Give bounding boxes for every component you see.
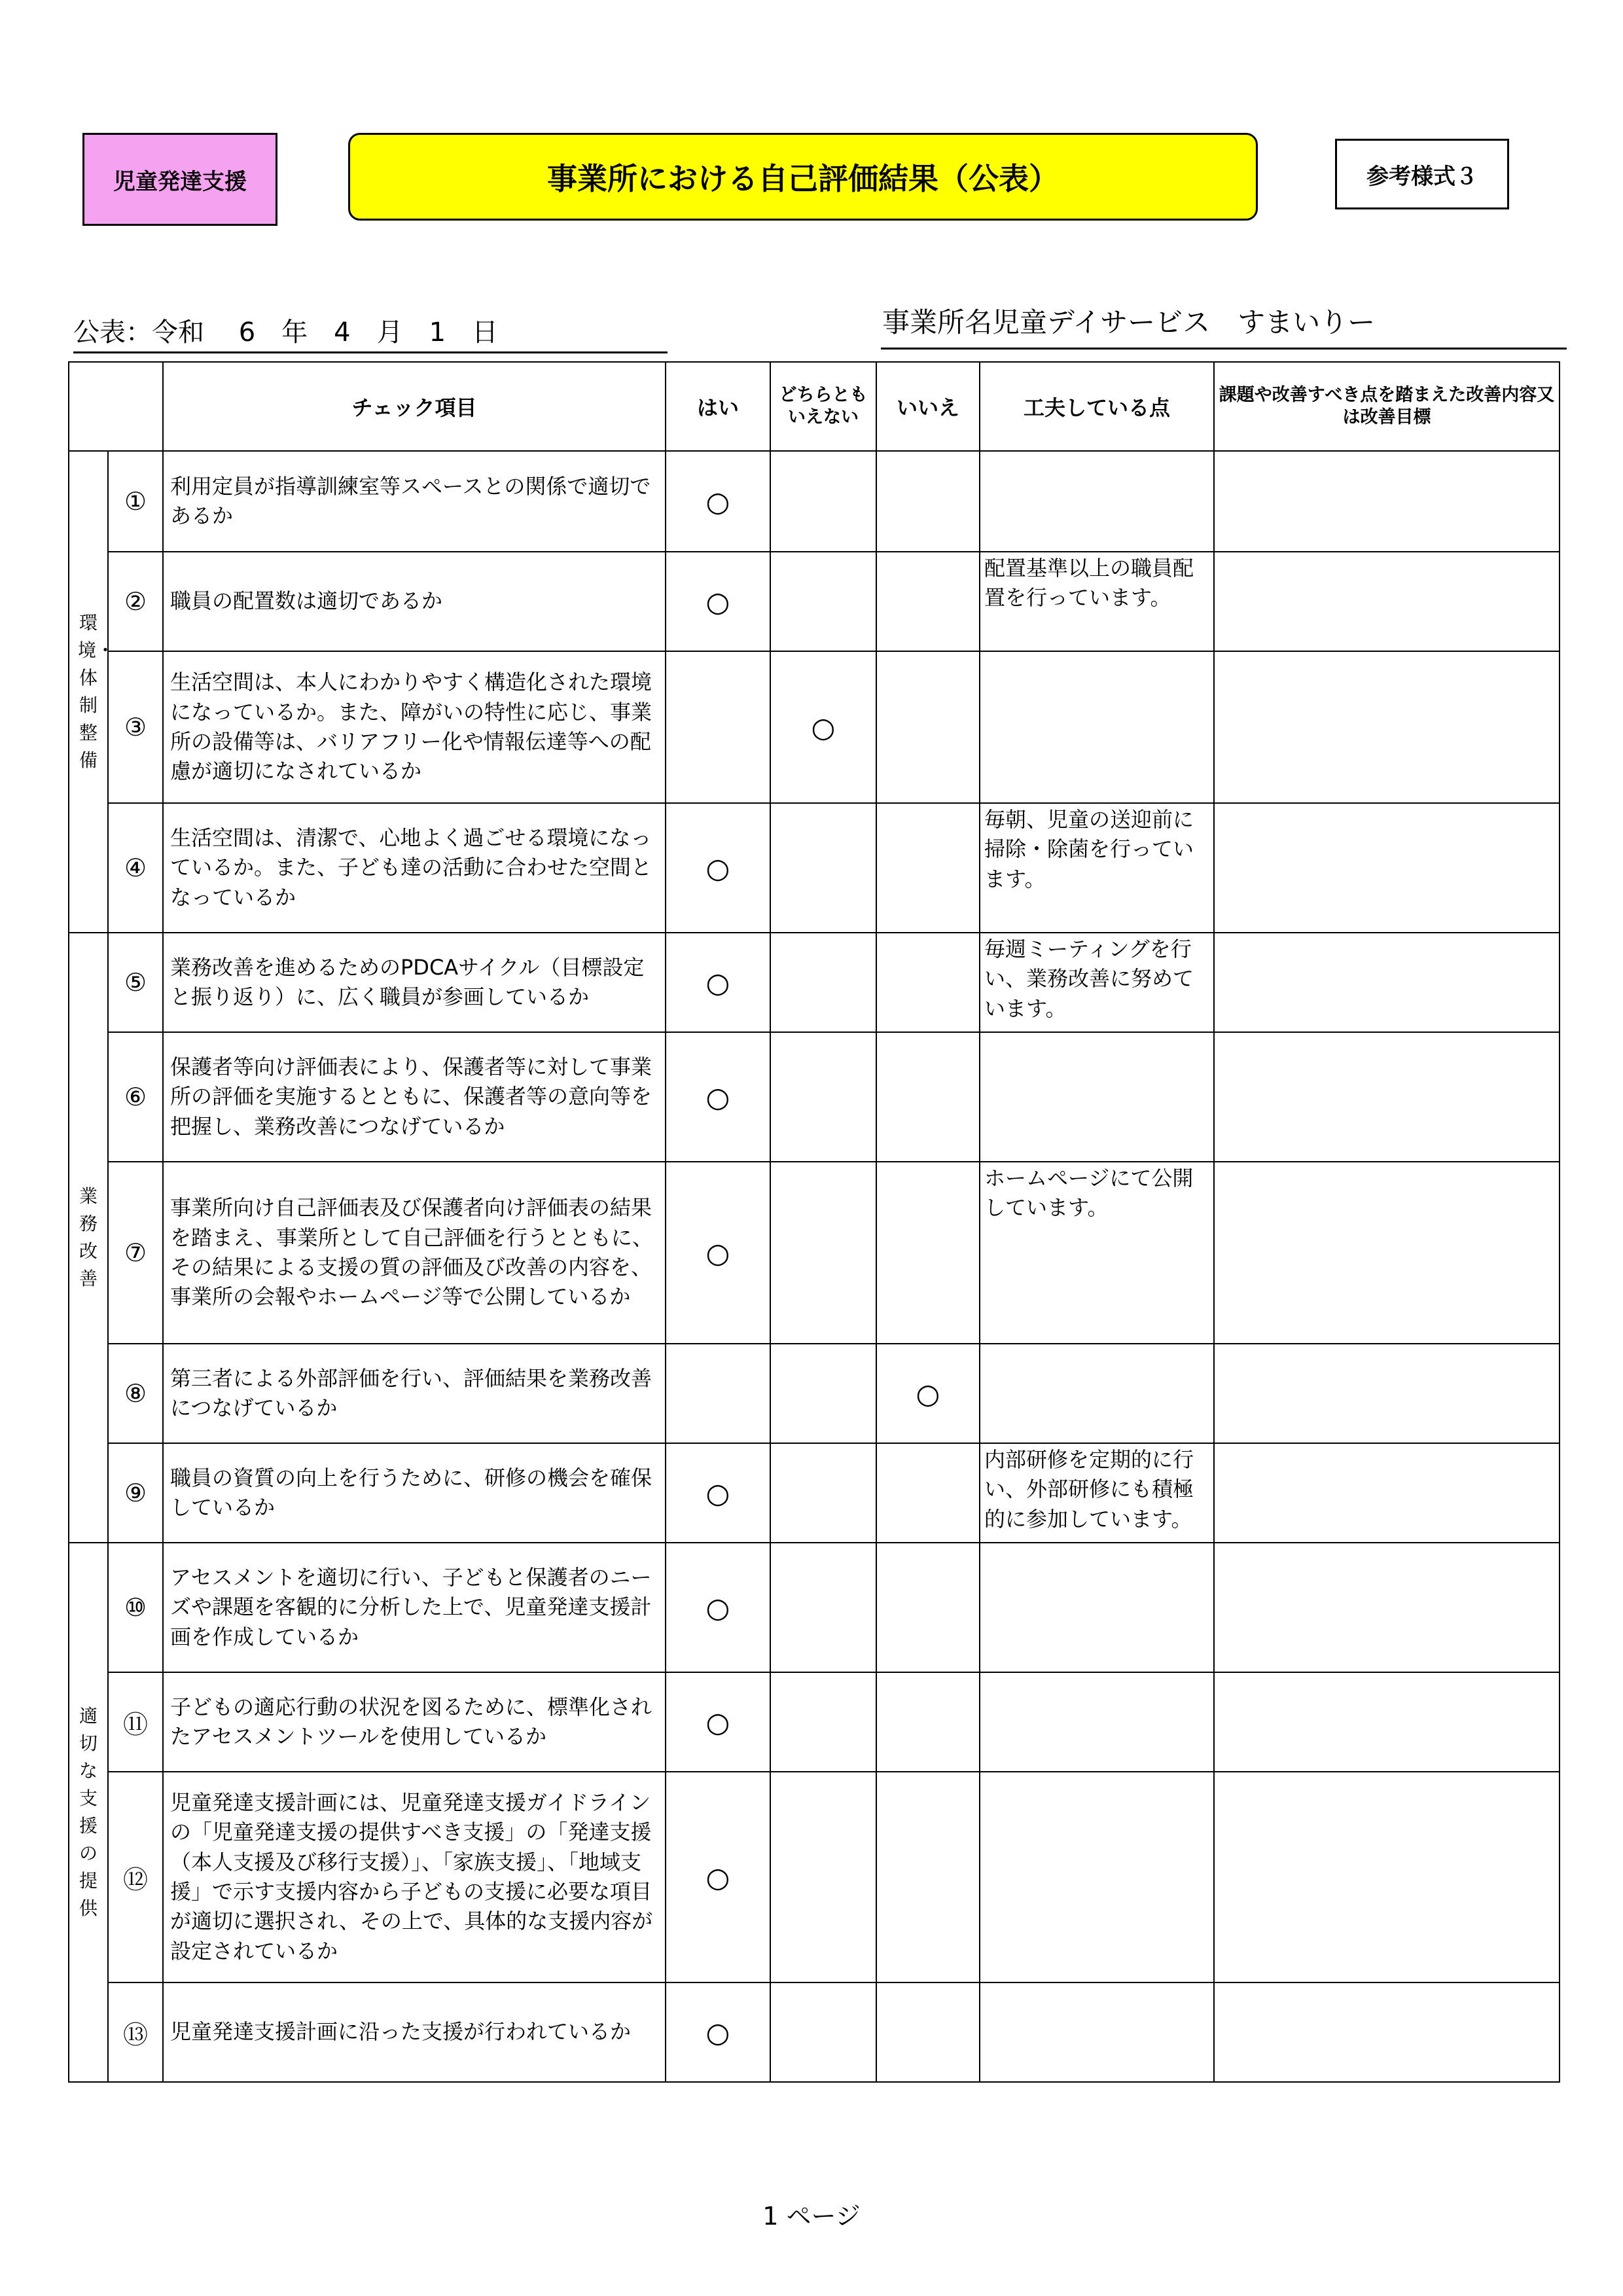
check-item-text: 職員の資質の向上を行うために、研修の機会を確保しているか — [163, 1443, 666, 1543]
facility-name: 児童デイサービス すまいりー — [992, 306, 1376, 338]
efforts-note — [980, 1672, 1214, 1772]
table-header-row — [69, 362, 1560, 451]
answer-no-mark — [876, 933, 980, 1032]
improvements-note — [1214, 451, 1560, 552]
answer-yes-mark: ○ — [666, 1032, 770, 1162]
answer-no-mark — [876, 1672, 980, 1772]
improvements-note — [1214, 1982, 1560, 2082]
answer-neutral-mark — [770, 933, 876, 1032]
improvements-note — [1214, 1772, 1560, 1982]
answer-neutral-mark — [770, 1672, 876, 1772]
item-number: ④ — [108, 803, 163, 933]
answer-yes-mark — [666, 1344, 770, 1443]
check-item-text: 利用定員が指導訓練室等スペースとの関係で適切であるか — [163, 451, 666, 552]
table-row — [69, 933, 1560, 1032]
answer-neutral-mark — [770, 1162, 876, 1344]
check-item-text: 職員の配置数は適切であるか — [163, 552, 666, 651]
category-label: 適切な支援の提供 — [79, 1705, 98, 1919]
answer-neutral-mark — [770, 1344, 876, 1443]
check-item-text: 児童発達支援計画には、児童発達支援ガイドラインの「児童発達支援の提供すべき支援」の「発達支援（本人支援及び移行支援）」、「家族支援」、「地域支援」で示す支援内容から子どもの支援に必要な項目が適切に選択され、その上で、具体的な支援内容が設定されているか — [163, 1772, 666, 1982]
publication-date: 公表：令和 6 年 4 月 1 日 — [73, 317, 668, 353]
efforts-note — [980, 651, 1214, 803]
efforts-note — [980, 1543, 1214, 1672]
table-row — [69, 1772, 1560, 1982]
improvements-note — [1214, 552, 1560, 651]
table-row — [69, 1672, 1560, 1772]
efforts-note: ホームページにて公開しています。 — [980, 1162, 1214, 1344]
page-number: 1 ページ — [762, 2202, 861, 2231]
facility-label: 事業所名 — [882, 306, 993, 338]
table-row — [69, 803, 1560, 933]
check-item-text: 保護者等向け評価表により、保護者等に対して事業所の評価を実施するとともに、保護者等の意向等を把握し、業務改善につなげているか — [163, 1032, 666, 1162]
category-label: 業務改善 — [79, 1185, 98, 1289]
efforts-note: 毎朝、児童の送迎前に掃除・除菌を行っています。 — [980, 803, 1214, 933]
improvements-note — [1214, 1672, 1560, 1772]
answer-no-mark — [876, 1982, 980, 2082]
answer-yes-mark: ○ — [666, 1672, 770, 1772]
answer-no-mark: ○ — [876, 1344, 980, 1443]
improvements-note — [1214, 1032, 1560, 1162]
answer-no-mark — [876, 803, 980, 933]
improvements-note — [1214, 933, 1560, 1032]
answer-yes-mark: ○ — [666, 552, 770, 651]
answer-yes-mark: ○ — [666, 1162, 770, 1344]
answer-neutral-mark — [770, 552, 876, 651]
item-number: ⑬ — [108, 1982, 163, 2082]
answer-neutral-mark — [770, 1772, 876, 1982]
item-number: ⑧ — [108, 1344, 163, 1443]
check-item-text: 児童発達支援計画に沿った支援が行われているか — [163, 1982, 666, 2082]
item-number: ⑩ — [108, 1543, 163, 1672]
item-number: ⑫ — [108, 1772, 163, 1982]
table-row — [69, 1543, 1560, 1672]
check-item-text: 第三者による外部評価を行い、評価結果を業務改善につなげているか — [163, 1344, 666, 1443]
answer-yes-mark: ○ — [666, 1443, 770, 1543]
efforts-note — [980, 1772, 1214, 1982]
check-item-text: アセスメントを適切に行い、子どもと保護者のニーズや課題を客観的に分析した上で、児童発達支援計画を作成しているか — [163, 1543, 666, 1672]
answer-no-mark — [876, 1032, 980, 1162]
answer-yes-mark: ○ — [666, 1982, 770, 2082]
header-yes: はい — [666, 362, 770, 451]
answer-no-mark — [876, 1772, 980, 1982]
answer-no-mark — [876, 1543, 980, 1672]
answer-neutral-mark — [770, 1982, 876, 2082]
self-evaluation-table — [68, 361, 1560, 2083]
check-item-text: 生活空間は、本人にわかりやすく構造化された環境になっているか。また、障がいの特性に応じ、事業所の設備等は、バリアフリー化や情報伝達等への配慮が適切になされているか — [163, 651, 666, 803]
answer-neutral-mark — [770, 803, 876, 933]
header-no: いいえ — [876, 362, 980, 451]
improvements-note — [1214, 1162, 1560, 1344]
check-item-text: 子どもの適応行動の状況を図るために、標準化されたアセスメントツールを使用しているか — [163, 1672, 666, 1772]
item-number: ⑥ — [108, 1032, 163, 1162]
item-number: ⑨ — [108, 1443, 163, 1543]
table-row — [69, 1162, 1560, 1344]
item-number: ③ — [108, 651, 163, 803]
category-cell — [69, 933, 108, 1543]
check-item-text: 生活空間は、清潔で、心地よく過ごせる環境になっているか。また、子ども達の活動に合わせた空間となっているか — [163, 803, 666, 933]
table-row — [69, 1344, 1560, 1443]
table-row — [69, 1032, 1560, 1162]
answer-yes-mark: ○ — [666, 1543, 770, 1672]
header-blank — [69, 362, 163, 451]
answer-no-mark — [876, 1162, 980, 1344]
improvements-note — [1214, 651, 1560, 803]
table-row — [69, 1982, 1560, 2082]
answer-no-mark — [876, 451, 980, 552]
efforts-note: 配置基準以上の職員配置を行っています。 — [980, 552, 1214, 651]
check-item-text: 業務改善を進めるためのPDCAサイクル（目標設定と振り返り）に、広く職員が参画しているか — [163, 933, 666, 1032]
item-number: ⑤ — [108, 933, 163, 1032]
efforts-note — [980, 1982, 1214, 2082]
improvements-note — [1214, 803, 1560, 933]
header-check-item: チェック項目 — [163, 362, 666, 451]
efforts-note — [980, 1032, 1214, 1162]
answer-neutral-mark — [770, 1543, 876, 1672]
answer-neutral-mark — [770, 1032, 876, 1162]
table-row — [69, 451, 1560, 552]
answer-neutral-mark: ○ — [770, 651, 876, 803]
answer-yes-mark: ○ — [666, 933, 770, 1032]
item-number: ⑪ — [108, 1672, 163, 1772]
answer-yes-mark — [666, 651, 770, 803]
header-neutral: どちらとも いえない — [770, 362, 876, 451]
form-label: 参考様式３ — [1335, 139, 1509, 209]
table-row — [69, 651, 1560, 803]
answer-no-mark — [876, 1443, 980, 1543]
header-efforts: 工夫している点 — [980, 362, 1214, 451]
improvements-note — [1214, 1443, 1560, 1543]
header-improvements: 課題や改善すべき点を踏まえた改善内容又は改善目標 — [1214, 362, 1560, 451]
category-label: 環境・体制整備 — [78, 612, 115, 771]
answer-neutral-mark — [770, 1443, 876, 1543]
category-cell — [69, 1543, 108, 2082]
improvements-note — [1214, 1543, 1560, 1672]
efforts-note — [980, 1344, 1214, 1443]
efforts-note: 内部研修を定期的に行い、外部研修にも積極的に参加しています。 — [980, 1443, 1214, 1543]
item-number: ⑦ — [108, 1162, 163, 1344]
answer-yes-mark: ○ — [666, 1772, 770, 1982]
answer-yes-mark: ○ — [666, 451, 770, 552]
answer-neutral-mark — [770, 451, 876, 552]
answer-no-mark — [876, 552, 980, 651]
check-item-text: 事業所向け自己評価表及び保護者向け評価表の結果を踏まえ、事業所として自己評価を行うとともに、その結果による支援の質の評価及び改善の内容を、事業所の会報やホームページ等で公開しているか — [163, 1162, 666, 1344]
item-number: ② — [108, 552, 163, 651]
efforts-note: 毎週ミーティングを行い、業務改善に努めています。 — [980, 933, 1214, 1032]
category-badge: 児童発達支援 — [82, 133, 277, 226]
efforts-note — [980, 451, 1214, 552]
facility-line — [881, 293, 1567, 350]
answer-no-mark — [876, 651, 980, 803]
document-title: 事業所における自己評価結果（公表） — [348, 133, 1258, 221]
answer-yes-mark: ○ — [666, 803, 770, 933]
improvements-note — [1214, 1344, 1560, 1443]
category-cell — [69, 451, 115, 933]
item-number: ① — [108, 451, 163, 552]
table-row — [69, 552, 1560, 651]
table-row — [69, 1443, 1560, 1543]
